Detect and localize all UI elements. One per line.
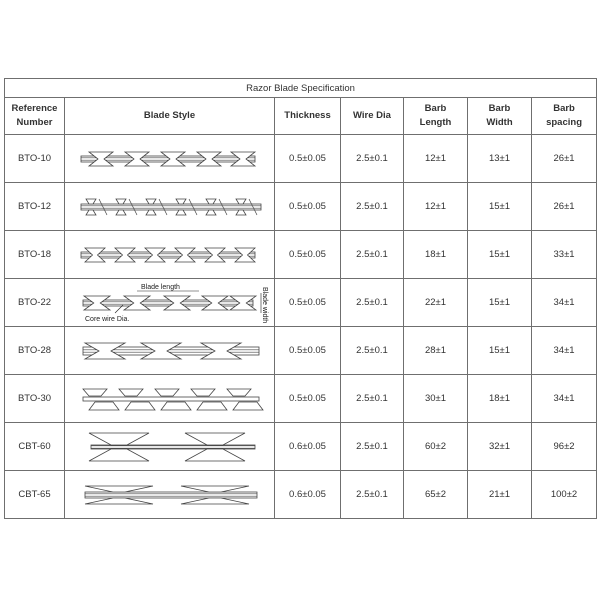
cell-barb-length: 60±2	[404, 423, 468, 471]
cell-wire-dia: 2.5±0.1	[341, 183, 404, 231]
cell-barb-spacing: 26±1	[532, 135, 597, 183]
header-barb-length	[404, 98, 468, 135]
cell-barb-width: 21±1	[468, 471, 532, 519]
cell-barb-length: 12±1	[404, 183, 468, 231]
cell-barb-length: 30±1	[404, 375, 468, 423]
cell-barb-length: 22±1	[404, 279, 468, 327]
cell-reference-number: CBT-65	[5, 471, 65, 519]
blade-style-drawing	[75, 235, 265, 275]
cell-wire-dia: 2.5±0.1	[341, 135, 404, 183]
table-row	[5, 135, 597, 183]
cell-wire-dia: 2.5±0.1	[341, 471, 404, 519]
blade-style-drawing	[75, 427, 265, 467]
header-barb-width	[468, 98, 532, 135]
header-line: Length	[419, 117, 452, 128]
cell-reference-number: BTO-10	[5, 135, 65, 183]
header-reference-number	[5, 98, 65, 135]
cell-thickness: 0.5±0.05	[275, 135, 341, 183]
header-line: Reference	[11, 103, 58, 114]
table-row	[5, 231, 597, 279]
table-title: Razor Blade Specification	[5, 79, 597, 98]
table-row	[5, 471, 597, 519]
cell-wire-dia: 2.5±0.1	[341, 423, 404, 471]
cell-barb-width: 15±1	[468, 231, 532, 279]
header-thickness: Thickness	[275, 98, 341, 135]
cell-reference-number: BTO-22	[5, 279, 65, 327]
blade-style-drawing	[75, 283, 268, 323]
spec-table	[4, 78, 597, 519]
cell-barb-spacing: 26±1	[532, 183, 597, 231]
cell-barb-length: 12±1	[404, 135, 468, 183]
cell-barb-width: 32±1	[468, 423, 532, 471]
cell-barb-width: 18±1	[468, 375, 532, 423]
razor-blade-spec-sheet	[4, 78, 596, 519]
cell-blade-style	[65, 231, 275, 279]
cell-barb-length: 28±1	[404, 327, 468, 375]
header-line: Width	[486, 117, 513, 128]
blade-style-drawing	[75, 187, 265, 227]
cell-thickness: 0.6±0.05	[275, 471, 341, 519]
cell-blade-style	[65, 423, 275, 471]
table-row	[5, 327, 597, 375]
label-core-wire: Core wire Dia.	[84, 315, 129, 323]
cell-wire-dia: 2.5±0.1	[341, 375, 404, 423]
table-row	[5, 375, 597, 423]
header-blade-style: Blade Style	[65, 98, 275, 135]
cell-reference-number: BTO-12	[5, 183, 65, 231]
spec-table-body	[5, 135, 597, 519]
cell-thickness: 0.5±0.05	[275, 183, 341, 231]
cell-wire-dia: 2.5±0.1	[341, 279, 404, 327]
cell-blade-style	[65, 183, 275, 231]
blade-style-drawing	[75, 475, 265, 515]
header-line: Number	[16, 117, 53, 128]
header-wire-dia: Wire Dia	[341, 98, 404, 135]
header-line: Barb	[553, 103, 575, 114]
label-blade-length: Blade length	[140, 283, 180, 291]
table-row	[5, 279, 597, 327]
cell-thickness: 0.6±0.05	[275, 423, 341, 471]
blade-style-drawing	[75, 379, 265, 419]
cell-thickness: 0.5±0.05	[275, 375, 341, 423]
cell-barb-length: 65±2	[404, 471, 468, 519]
cell-reference-number: BTO-18	[5, 231, 65, 279]
cell-blade-style	[65, 471, 275, 519]
cell-barb-length: 18±1	[404, 231, 468, 279]
cell-blade-style	[65, 375, 275, 423]
header-line: Barb	[488, 103, 511, 114]
blade-style-drawing	[75, 139, 265, 179]
cell-thickness: 0.5±0.05	[275, 279, 341, 327]
table-row	[5, 183, 597, 231]
cell-blade-style	[65, 327, 275, 375]
cell-thickness: 0.5±0.05	[275, 231, 341, 279]
header-barb-spacing	[532, 98, 597, 135]
header-line: Barb	[424, 103, 447, 114]
cell-barb-spacing: 100±2	[532, 471, 597, 519]
cell-barb-spacing: 96±2	[532, 423, 597, 471]
cell-reference-number: BTO-30	[5, 375, 65, 423]
cell-barb-spacing: 34±1	[532, 327, 597, 375]
table-row	[5, 423, 597, 471]
cell-reference-number: BTO-28	[5, 327, 65, 375]
cell-barb-width: 15±1	[468, 327, 532, 375]
header-line: spacing	[546, 117, 582, 128]
cell-blade-style	[65, 279, 275, 327]
cell-barb-spacing: 33±1	[532, 231, 597, 279]
cell-barb-width: 15±1	[468, 279, 532, 327]
label-blade-width: Blade width	[260, 286, 268, 323]
cell-thickness: 0.5±0.05	[275, 327, 341, 375]
cell-wire-dia: 2.5±0.1	[341, 231, 404, 279]
cell-wire-dia: 2.5±0.1	[341, 327, 404, 375]
cell-blade-style	[65, 135, 275, 183]
blade-style-drawing	[75, 331, 265, 371]
cell-barb-width: 13±1	[468, 135, 532, 183]
cell-barb-spacing: 34±1	[532, 375, 597, 423]
cell-barb-width: 15±1	[468, 183, 532, 231]
cell-barb-spacing: 34±1	[532, 279, 597, 327]
cell-reference-number: CBT-60	[5, 423, 65, 471]
